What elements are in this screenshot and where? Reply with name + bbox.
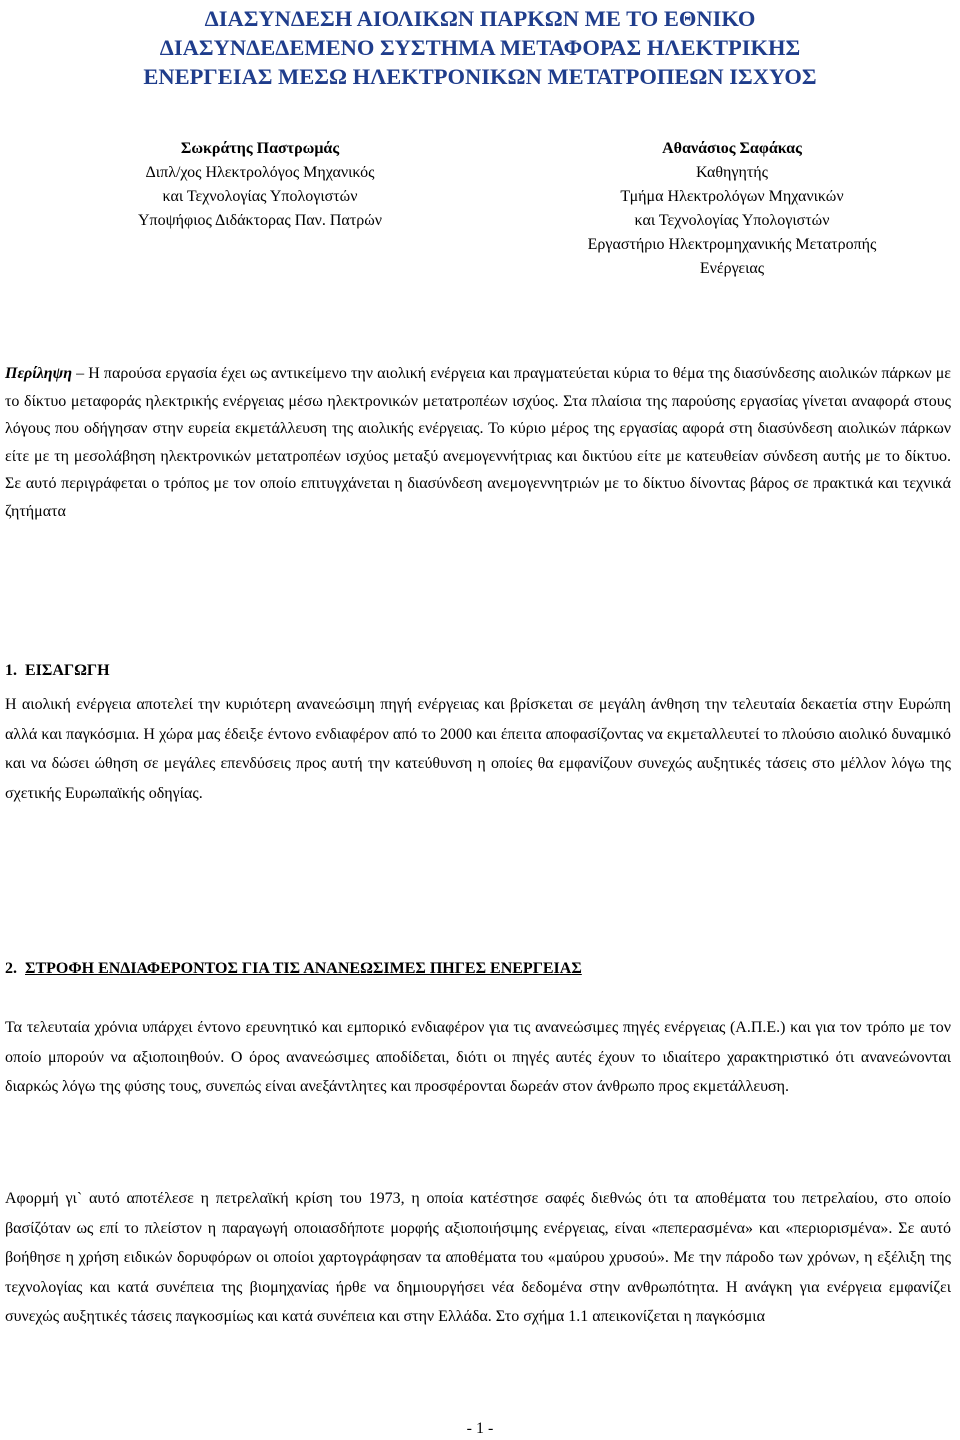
author-affiliation-line: και Τεχνολογίας Υπολογιστών (162, 188, 358, 205)
section-number: 1. (5, 662, 17, 679)
section-1-paragraph-1: Η αιολική ενέργεια αποτελεί την κυριότερη ανανεώσιμη πηγή ενέργειας και βρίσκεται σε μεγάλη άνθηση την τελευταία δεκαετία στην Ευρώπη αλλά και παγκόσμια. Η χώρα μας έδειξε έντονο ενδιαφέρον από το 2000 και έπειτα αποφασίζοντας να εκμεταλλευτεί το πλούσιο αιολικό δυναμικό και να δώσει ώθηση σε μεγάλες επενδύσεις προς αυτή την κατεύθυνση η οποίες θα εμφανίζουν συνεχώς αυξητικές τάσεις στο μέλλον λόγω της σχετικής Ευρωπαϊκής οδηγίας. (5, 696, 951, 802)
abstract-text: Η παρούσα εργασία έχει ως αντικείμενο την αιολική ενέργεια και πραγματεύεται κύρια το θέμα της διασύνδεσης αιολικών πάρκων με το δίκτυο μεταφοράς ηλεκτρικής ενέργειας μέσω ηλεκτρονικών μετατροπέων ισχύος. Στα πλαίσια της παρούσης εργασίας γίνεται αναφορά στους λόγους που οδήγησαν στην ευρεία εκμετάλλευση της αιολικής ενέργειας. Το κύριο μέρος της εργασίας αφορά στη διασύνδεση αιολικών πάρκων είτε με τη μεσολάβηση ηλεκτρονικών μετατροπέων ισχύος μεταξύ ανεμογεννήτριας και δικτύου είτε με κατευθείαν σύνδεση αυτής με το δίκτυο. Σε αυτό περιγράφεται ο τρόπος με τον οποίο επιτυγχάνεται η διασύνδεση ανεμογεννητριών με το δίκτυο δίνοντας βάρος σε πρακτικά και τεχνικά ζητήματα (5, 365, 951, 520)
title-line-2: ΔΙΑΣΥΝΔΕΔΕΜΕΝΟ ΣΥΣΤΗΜΑ ΜΕΤΑΦΟΡΑΣ ΗΛΕΚΤΡΙΚΗΣ (159, 35, 801, 60)
section-2-paragraph-1: Τα τελευταία χρόνια υπάρχει έντονο ερευνητικό και εμπορικό ενδιαφέρον για τις ανανεώσιμες πηγές ενέργειας (Α.Π.Ε.) και για τον τρόπο με τον οποίο μπορούν να αξιοποιηθούν. Ο όρος ανανεώσιμες αποδίδεται, διότι οι πηγές αυτές έχουν το ιδιαίτερο χαρακτηριστικό ότι ανανεώνονται διαρκώς λόγω της φύσης τους, συνεπώς είναι ανεξάντλητες και προσφέρονται δωρεάν στον άνθρωπο προς εκμετάλλευση. (5, 1019, 951, 1095)
section-title: ΣΤΡΟΦΗ ΕΝΔΙΑΦΕΡΟΝΤΟΣ ΓΙΑ ΤΙΣ ΑΝΑΝΕΩΣΙΜΕΣ ΠΗΓΕΣ ΕΝΕΡΓΕΙΑΣ (25, 960, 582, 977)
author-affiliation-line: Καθηγητής (696, 164, 768, 181)
author-name: Αθανάσιος Σαφάκας (662, 140, 802, 157)
author-name: Σωκράτης Παστρωμάς (180, 140, 340, 157)
author-affiliation-line: Τμήμα Ηλεκτρολόγων Μηχανικών (620, 188, 844, 205)
section-2-paragraph-2: Αφορμή γι` αυτό αποτέλεσε η πετρελαϊκή κρίση του 1973, η οποία κατέστησε σαφές διεθνώς ότι τα αποθέματα του πετρελαίου, στο οποίο βασίζόταν ως επί το πλείστον η παραγωγή οποιασδήποτε μορφής αξιοποιήσιμης ενέργειας, είναι «πεπερασμένα» και «περιορισμένα». Σε αυτό βοήθησε η χρήση ειδικών δορυφόρων οι οποίοι χαρτογράφησαν τα αποθέματα του «μαύρου χρυσού». Με την πάροδο των χρόνων, η εξέλιξη της τεχνολογίας και κατά συνέπεια της βιομηχανίας ήρθε να δημιουργήσει νέα δεδομένα στην ανθρωπότητα. Η ανάγκη για ενέργεια εμφανίζει συνεχώς αυξητικές τάσεις παγκοσμίως και κατά συνέπεια και στην Ελλάδα. Στο σχήμα 1.1 απεικονίζεται η παγκόσμια (5, 1190, 951, 1325)
author-affiliation-line: Διπλ/χος Ηλεκτρολόγος Μηχανικός (145, 164, 375, 181)
title-line-1: ΔΙΑΣΥΝΔΕΣΗ ΑΙΟΛΙΚΩΝ ΠΑΡΚΩΝ ΜΕ ΤΟ ΕΘΝΙΚΟ (204, 6, 756, 31)
author-block-1 (55, 137, 465, 233)
section-heading-1 (5, 662, 110, 680)
author-affiliation-line: Υποψήφιος Διδάκτορας Παν. Πατρών (137, 212, 382, 229)
title-line-3: ΕΝΕΡΓΕΙΑΣ ΜΕΣΩ ΗΛΕΚΤΡΟΝΙΚΩΝ ΜΕΤΑΤΡΟΠΕΩΝ ΙΣΧΥΟΣ (143, 64, 817, 89)
abstract-dash: – (76, 365, 85, 382)
author-block-2 (492, 137, 960, 281)
abstract (5, 360, 951, 525)
section-heading-2 (5, 960, 582, 978)
author-affiliation-line: Εργαστήριο Ηλεκτρομηχανικής Μετατροπής (587, 236, 877, 253)
author-affiliation-line: Ενέργειας (699, 260, 765, 277)
section-number: 2. (5, 960, 17, 977)
section-title: ΕΙΣΑΓΩΓΗ (25, 662, 110, 679)
paper-title (0, 4, 960, 91)
page-number: - 1 - (466, 1420, 494, 1437)
author-affiliation-line: και Τεχνολογίας Υπολογιστών (634, 212, 830, 229)
abstract-label: Περίληψη (5, 365, 73, 382)
